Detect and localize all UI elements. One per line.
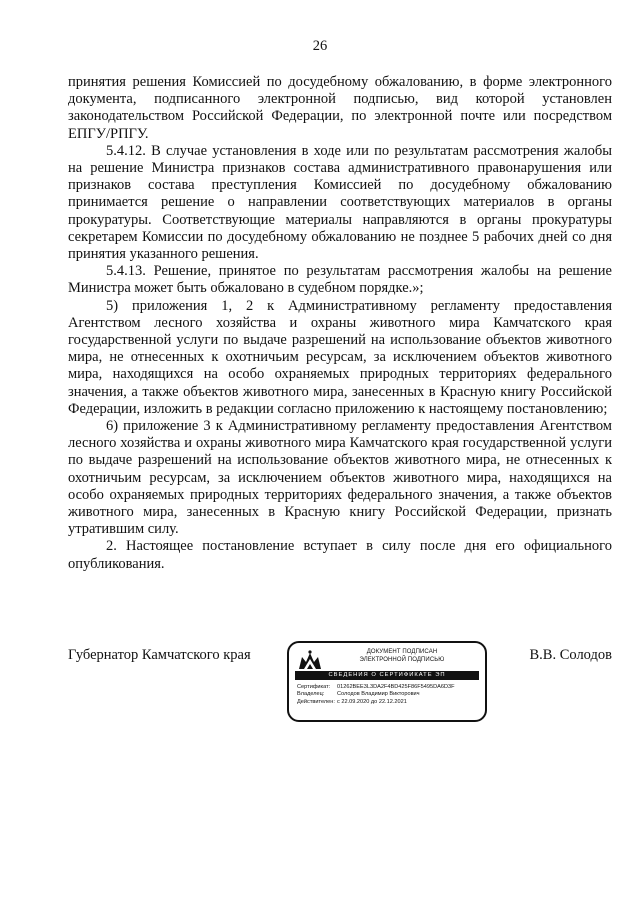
signatory-position: Губернатор Камчатского края: [68, 647, 251, 663]
coat-of-arms-icon: [297, 649, 323, 671]
document-body: [68, 74, 612, 573]
signature-block: [68, 646, 612, 726]
stamp-header: [327, 649, 477, 664]
stamp-value: с 22.09.2020 до 22.12.2021: [337, 698, 407, 705]
stamp-row-validity: [297, 699, 481, 706]
stamp-row-certificate: [297, 684, 481, 691]
stamp-key: Владелец:: [297, 691, 325, 698]
stamp-value: Солодов Владимир Викторович: [337, 691, 420, 698]
page-number: 26: [312, 38, 328, 54]
stamp-row-owner: [297, 691, 481, 698]
stamp-value: 01262BEE3L3DA2F4BD425F86F5495DA6D3F: [337, 684, 455, 690]
stamp-header-line: ДОКУМЕНТ ПОДПИСАН: [366, 649, 438, 655]
paragraph-item-6: 6) приложение 3 к Административному регламенту предоставления Агентством лесного хозяйства и охраны животного мира Камчатского края государственной услуги по выдаче разрешений на использование объектов животного мира, не отнесенных к охотничьим ресурсам, за исключением объектов животного мира, находящихся на особо охраняемых природных территориях федерального значения, а также объектов животного мира, занесенных в Красную книгу Российской Федерации, признать утратившим силу.: [68, 418, 612, 538]
paragraph-item-5: 5) приложения 1, 2 к Административному регламенту предоставления Агентством лесного хозяйства и охраны животного мира Камчатского края государственной услуги по выдаче разрешений на использование объектов животного мира, не отнесенных к охотничьим ресурсам, за исключением объектов животного мира, находящихся на особо охраняемых природных территориях федерального значения, а также объектов животного мира, занесенных в Красную книгу Российской Федерации, изложить в редакции согласно приложению к настоящему постановлению;: [68, 297, 612, 417]
paragraph-5-4-12: 5.4.12. В случае установления в ходе или по результатам рассмотрения жалобы на решение Министра признаков состава административного правонарушения или признаков состава преступления Комиссией по досудебному обжалованию принимается решение о направлении соответствующих материалов в органы прокуратуры. Соответствующие материалы направляются в органы прокуратуры секретарем Комиссии по досудебному обжалованию не позднее 5 рабочих дней со дня принятия указанного решения.: [68, 142, 612, 263]
paragraph-5-4-13: 5.4.13. Решение, принятое по результатам рассмотрения жалобы на решение Министра может быть обжаловано в судебном порядке.»;: [68, 263, 612, 297]
stamp-key: Сертификат:: [297, 684, 331, 690]
stamp-header-line: ЭЛЕКТРОННОЙ ПОДПИСЬЮ: [359, 656, 445, 663]
stamp-certificate-details: [297, 684, 481, 706]
paragraph-continuation: принятия решения Комиссией по досудебному обжалованию, в форме электронного документа, подписанного электронной подписью, вид которой установлен законодательством Российской Федерации, по электронной почте или посредством ЕПГУ/РПГУ.: [68, 74, 612, 142]
signatory-name: В.В. Солодов: [529, 647, 612, 663]
stamp-certificate-bar: СВЕДЕНИЯ О СЕРТИФИКАТЕ ЭП: [295, 671, 479, 680]
paragraph-clause-2: 2. Настоящее постановление вступает в силу после дня его официального опубликования.: [68, 538, 612, 572]
stamp-key: Действителен:: [297, 698, 335, 705]
electronic-signature-stamp: [287, 641, 487, 722]
